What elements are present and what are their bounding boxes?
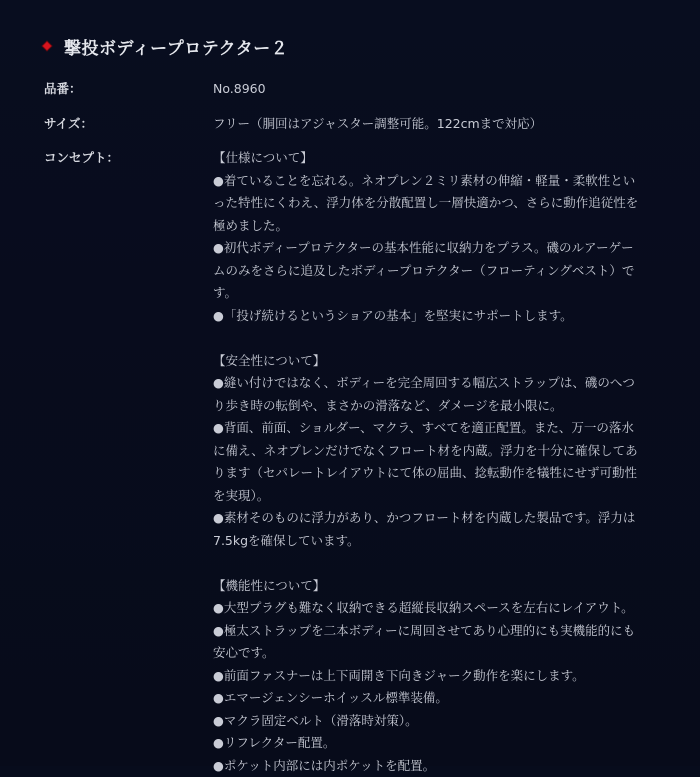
title-row [44, 34, 288, 58]
concept-line: ●着ていることを忘れる。ネオプレン２ミリ素材の伸縮・軽量・柔軟性とい [213, 170, 674, 193]
size-label: サイズ： [44, 113, 213, 136]
concept-line: ●ポケット内部には内ポケットを配置。 [213, 755, 674, 777]
red-diamond-icon [43, 42, 51, 50]
concept-line: ●背面、前面、ショルダー、マクラ、すべてを適正配置。また、万一の落水 [213, 417, 674, 440]
concept-line: ●大型プラグも難なく収納できる超縦長収納スペースを左右にレイアウト。 [213, 597, 674, 620]
product-title: 撃投ボディープロテクター２ [64, 34, 288, 59]
concept-line: ●縫い付けではなく、ボディーを完全周回する幅広ストラップは、磯のへつ [213, 372, 674, 395]
concept-line: 安心です。 [213, 642, 674, 665]
hinban-label: 品番： [44, 78, 213, 101]
concept-line: を実現）。 [213, 485, 674, 508]
concept-line: ●リフレクター配置。 [213, 732, 674, 755]
concept-label: コンセプト： [44, 147, 213, 777]
concept-line: に備え、ネオプレンだけでなくフロート材を内蔵。浮力を十分に確保してあ [213, 440, 674, 463]
spec-table [44, 78, 674, 777]
concept-line: 極めました。 [213, 215, 674, 238]
concept-text [213, 147, 674, 777]
concept-line: ●素材そのものに浮力があり、かつフロート材を内蔵した製品です。浮力は [213, 507, 674, 530]
section-heading-function: 【機能性について】 [213, 575, 674, 598]
concept-line: ●初代ボディープロテクターの基本性能に収納力をプラス。磯のルアーゲー [213, 237, 674, 260]
spec-row-hinban [44, 78, 674, 101]
concept-line: 7.5kgを確保しています。 [213, 530, 674, 553]
concept-line: ●マクラ固定ベルト（滑落時対策）。 [213, 710, 674, 733]
spec-row-concept [44, 147, 674, 777]
concept-line: り歩き時の転倒や、まさかの滑落など、ダメージを最小限に。 [213, 395, 674, 418]
hinban-value: No.8960 [213, 78, 674, 101]
concept-line: ●「投げ続けるというショアの基本」を堅実にサポートします。 [213, 305, 674, 328]
section-heading-safety: 【安全性について】 [213, 350, 674, 373]
concept-line: ムのみをさらに追及したボディープロテクター（フローティングベスト）で [213, 260, 674, 283]
spacer [213, 552, 674, 575]
size-value: フリー（胴回はアジャスター調整可能。122cmまで対応） [213, 113, 674, 136]
concept-line: ります（セパレートレイアウトにて体の屈曲、捻転動作を犠牲にせず可動性 [213, 462, 674, 485]
spacer [213, 327, 674, 350]
concept-line: ●前面ファスナーは上下両開き下向きジャーク動作を楽にします。 [213, 665, 674, 688]
concept-line: ●極太ストラップを二本ボディーに周回させてあり心理的にも実機能的にも [213, 620, 674, 643]
concept-line: った特性にくわえ、浮力体を分散配置し一層快適かつ、さらに動作追従性を [213, 192, 674, 215]
concept-line: ●エマージェンシーホイッスル標準装備。 [213, 687, 674, 710]
section-heading-spec: 【仕様について】 [213, 147, 674, 170]
concept-line: す。 [213, 282, 674, 305]
spec-row-size [44, 113, 674, 136]
